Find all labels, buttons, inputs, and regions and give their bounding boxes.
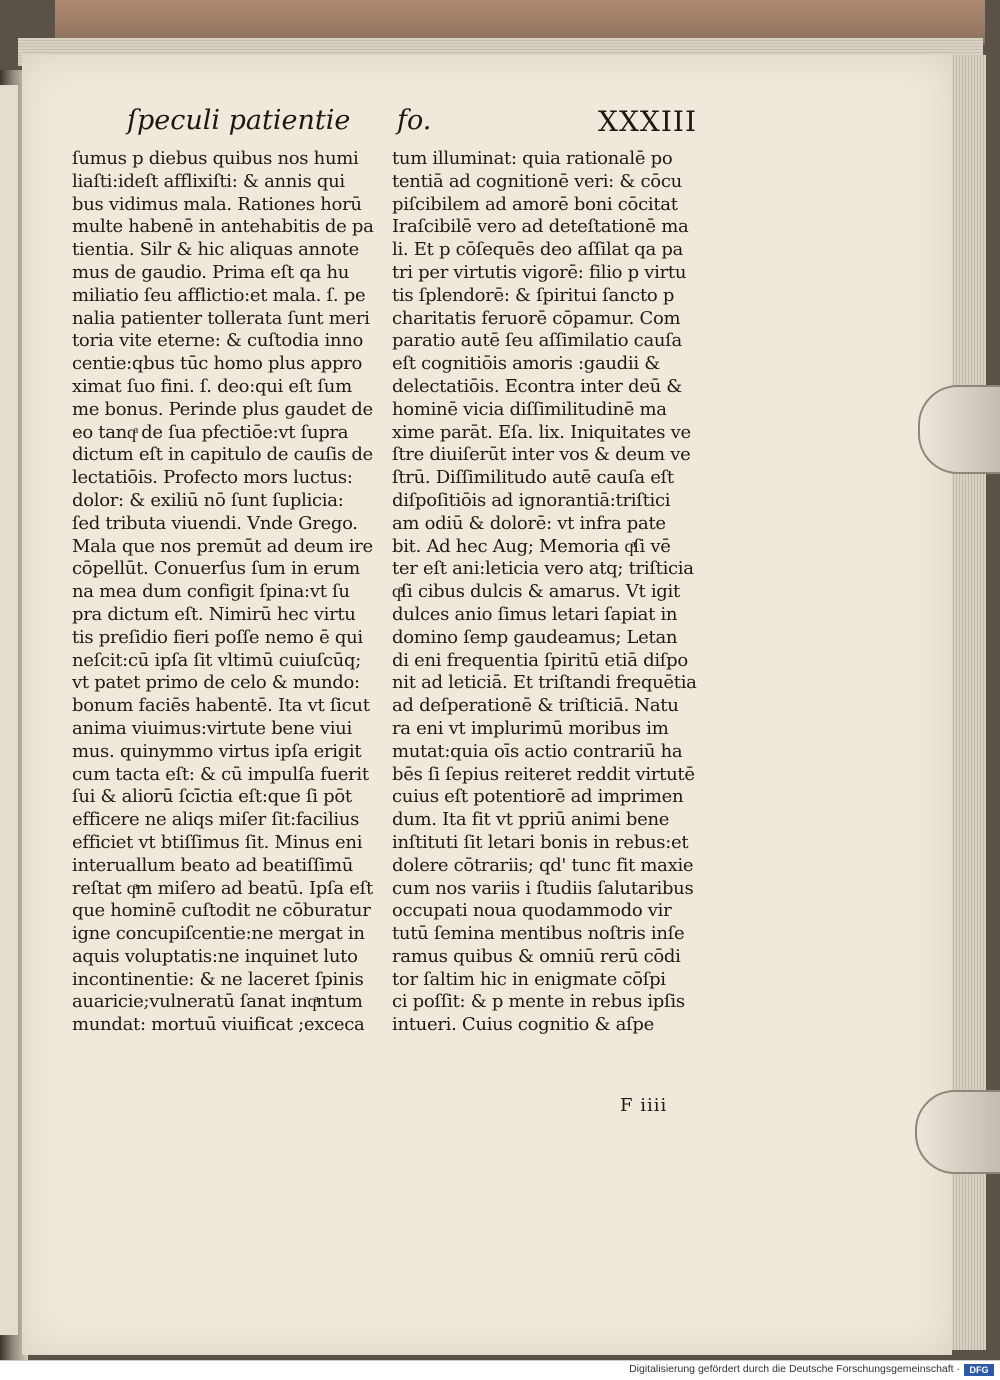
text-line: nalia patienter tollerata ſunt meri: [72, 307, 370, 329]
text-line: centie:qbus tūc homo plus appro: [72, 353, 363, 375]
text-line: nit ad leticiā. Et triſtandi frequētia: [392, 672, 697, 694]
text-line: tor ſaltim hic in enigmate cōſpi: [392, 968, 666, 990]
running-header: [127, 105, 697, 145]
text-line: cum tacta eſt: & cū impulſa fuerit: [72, 763, 369, 785]
text-line: cum nos variis i ſtudiis ſalutaribus: [392, 877, 694, 899]
text-line: tis ſplendorē: & ſpiritui ſancto p: [392, 284, 675, 306]
text-line: interuallum beato ad beatiſſimū: [72, 854, 354, 876]
text-line: ſtrū. Diſſimilitudo autē cauſa eſt: [392, 467, 674, 489]
text-line: tum illuminat: quia rationalē po: [392, 148, 673, 169]
text-line: intueri. Cuius cognitio & aſpe: [392, 1014, 654, 1036]
text-line: mus. quinymmo virtus ipſa erigit: [72, 740, 362, 762]
text-line: igne concupiſcentie:ne mergat in: [72, 923, 365, 945]
text-line: ſtre diuiſerūt inter vos & deum ve: [392, 444, 691, 466]
facing-page-edge: [0, 85, 18, 1335]
text-line: eſt cognitiōis amoris :gaudii &: [392, 353, 660, 375]
text-line: dolere cōtrariis; qd' tunc fit maxie: [392, 854, 694, 876]
text-line: Iraſcibilē vero ad deteſtationē ma: [392, 216, 689, 238]
text-line: incontinentie: & ne laceret ſpinis: [72, 968, 364, 990]
text-line: liaſti:ideſt afflixiſti: & annis qui: [72, 170, 345, 192]
folio-label: fo.: [397, 105, 432, 136]
text-line: ſed tributa viuendi. Vnde Grego.: [72, 512, 358, 534]
text-line: que hominē cuſtodit ne cōburatur: [72, 900, 371, 922]
text-line: delectatiōis. Econtra inter deū &: [392, 375, 683, 397]
text-line: auaricie;vulneratū ſanat inqͣntum: [72, 991, 363, 1013]
text-line: tentiā ad cognitionē veri: & cōcu: [392, 170, 682, 192]
text-line: ter eſt ani:leticia vero atq; triſticia: [392, 558, 694, 580]
text-line: bonum faciēs habentē. Ita vt ſicut: [72, 695, 370, 717]
text-line: am odiū & dolorē: vt infra pate: [392, 512, 666, 534]
text-line: tientia. Silr & hic aliquas annote: [72, 239, 359, 261]
text-line: Mala que nos premūt ad deum ire: [72, 535, 373, 557]
text-line: paratio autē ſeu aſſimilatio cauſa: [392, 330, 682, 352]
text-line: piſcibilem ad amorē boni cōcitat: [392, 193, 678, 215]
text-column-left: [72, 148, 392, 1037]
text-line: vt patet primo de celo & mundo:: [72, 672, 360, 694]
text-line: efficere ne aliqs miſer ſit:facilius: [72, 809, 360, 831]
text-line: reſtat qͣm miſero ad beatū. Ipſa eſt: [72, 877, 373, 899]
text-line: dolor: & exiliū nō ſunt ſuplicia:: [72, 489, 344, 511]
text-line: lectatiōis. Profecto mors luctus:: [72, 467, 353, 489]
text-line: ximat ſuo fini. ſ. deo:qui eſt ſum: [72, 375, 352, 397]
text-line: li. Et p cōſequēs deo aſſilat qa pa: [392, 239, 683, 261]
folio-number: XXXIII: [598, 105, 697, 138]
dfg-logo: DFG: [964, 1364, 994, 1376]
text-line: tri per virtutis vigorē: filio p virtu: [392, 261, 687, 283]
text-line: inſtituti ſit letari bonis in rebus:et: [392, 831, 689, 853]
text-line: ſumus p diebus quibus nos humi: [72, 148, 359, 169]
text-line: domino ſemp gaudeamus; Letan: [392, 626, 678, 648]
text-line: bus vidimus mala. Rationes horū: [72, 193, 362, 215]
text-line: ra eni vt implurimū moribus im: [392, 717, 669, 739]
running-title: ſpeculi patientie: [127, 105, 351, 136]
signature-mark: F iiii: [620, 1095, 668, 1116]
text-line: ſui & aliorū ſcīctia eſt:que ſi pōt: [72, 786, 352, 808]
text-line: diſpoſitiōis ad ignorantiā:triſtici: [392, 489, 671, 511]
text-line: occupati noua quodammodo vir: [392, 900, 672, 922]
text-line: cōpellūt. Conuerſus ſum in erum: [72, 558, 360, 580]
footer-credit: Digitalisierung gefördert durch die Deutsche Forschungsgemeinschaft ·: [629, 1363, 960, 1375]
text-line: mundat: mortuū viuificat ;exceca: [72, 1014, 365, 1036]
text-line: xime parāt. Eſa. lix. Iniquitates ve: [392, 421, 691, 443]
text-line: ad deſperationē & triſticiā. Natu: [392, 695, 679, 717]
text-line: mus de gaudio. Prima eſt qa hu: [72, 261, 350, 283]
text-line: miliatio ſeu afflictio:et mala. ſ. pe: [72, 284, 366, 306]
text-line: hominē vicia diſſimilitudinē ma: [392, 398, 667, 420]
text-line: anima viuimus:virtute bene viui: [72, 717, 352, 739]
page-clip-upper: [918, 385, 1000, 474]
text-line: di eni frequentia ſpiritū etiā diſpo: [392, 649, 688, 671]
text-line: neſcit:cū ipſa ſit vltimū cuiuſcūq;: [72, 649, 361, 671]
text-line: toria vite eterne: & cuſtodia inno: [72, 330, 364, 352]
page-clip-lower: [915, 1090, 1000, 1174]
text-line: cuius eſt potentiorē ad imprimen: [392, 786, 684, 808]
text-line: dictum eſt in capitulo de cauſis de: [72, 444, 373, 466]
text-line: ramus quibus & omniū rerū cōdi: [392, 945, 681, 967]
text-line: eo tanqͣ de ſua pfectiōe:vt ſupra: [72, 421, 349, 443]
text-line: dulces anio ſimus letari ſapiat in: [392, 603, 678, 625]
text-column-right: [392, 148, 710, 1037]
text-line: aquis voluptatis:ne inquinet luto: [72, 945, 358, 967]
text-line: tis preſidio fieri poſſe nemo ē qui: [72, 626, 363, 648]
text-line: me bonus. Perinde plus gaudet de: [72, 398, 373, 420]
text-line: pra dictum eſt. Nimirū hec virtu: [72, 603, 356, 625]
text-line: mutat:quia oīs actio contrariū ha: [392, 740, 683, 762]
footer-bar: [0, 1360, 1000, 1380]
text-line: na mea dum configit ſpina:vt ſu: [72, 581, 350, 603]
text-line: efficiet vt btiſſimus ſit. Minus eni: [72, 831, 363, 853]
text-line: ci poſſit: & p mente in rebus ipſis: [392, 991, 685, 1013]
text-line: bēs ſi ſepius reiteret reddit virtutē: [392, 763, 695, 785]
text-line: dum. Ita fit vt ppriū animi bene: [392, 809, 670, 831]
text-line: multe habenē in antehabitis de pa: [72, 216, 374, 238]
text-line: qͣſi cibus dulcis & amarus. Vt igit: [392, 581, 680, 603]
text-line: charitatis feruorē cōpamur. Com: [392, 307, 681, 329]
text-line: tutū ſemina mentibus noſtris inſe: [392, 923, 685, 945]
text-line: bit. Ad hec Aug; Memoria qͣſi vē: [392, 535, 671, 557]
